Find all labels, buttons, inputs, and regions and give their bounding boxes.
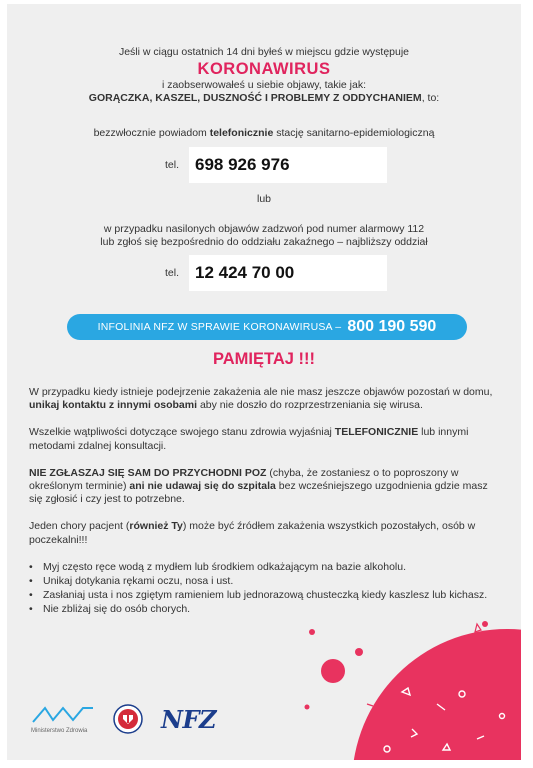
symptoms-list: GORĄCZKA, KASZEL, DUSZNOŚĆ I PROBLEMY Z ODDYCHANIEM <box>88 92 422 104</box>
p3-text: (chyba, że zostaniesz o to poproszony w określonym terminie) <box>29 466 459 493</box>
notify-instruction <box>7 127 521 139</box>
guidance-body <box>29 386 499 618</box>
paragraph-waiting-room <box>29 520 499 546</box>
or-text: lub <box>256 193 271 205</box>
phone-row-sanepid <box>165 147 387 183</box>
list-item: • Nie zbliżaj się do osób chorych. <box>29 603 499 616</box>
remember-heading: PAMIĘTAJ !!! <box>212 350 316 368</box>
p4-text-end: ) może być źródłem zakażenia wszystkich pozostałych, osób w poczekalni!!! <box>29 520 476 546</box>
severe-symptoms-block <box>7 223 521 249</box>
p2-bold: TELEFONICZNIE <box>334 426 419 439</box>
severe-line-2: lub zgłoś się bezpośrednio do oddziału zakaźnego – najbliższy oddział <box>100 236 428 248</box>
paragraph-phone-consult <box>29 426 499 452</box>
p3-bold-2: ani nie udawaj się do szpitala <box>129 480 276 493</box>
notify-text-bold: telefonicznie <box>209 127 274 139</box>
poster <box>7 4 521 760</box>
p3-text-end: bez wcześniejszego uzgodnienia gdzie masz się zgłosić i czy jest to potrzebne. <box>29 480 488 506</box>
ministry-caption: Ministerstwo Zdrowia <box>31 728 88 734</box>
notify-text-post: stację sanitarno-epidemiologiczną <box>273 127 435 139</box>
phone-number-hospital[interactable]: 12 424 70 00 <box>189 255 387 291</box>
hotline-label: INFOLINIA NFZ W SPRAWIE KORONAWIRUSA – <box>97 321 342 333</box>
phone-label: tel. <box>165 159 180 171</box>
p2-text-end: lub innymi metodami zdalnej konsultacji. <box>29 426 469 452</box>
list-item: • Zasłaniaj usta i nos zgiętym ramieniem lub jednorazową chusteczką kiedy kaszlesz lub kichasz. <box>29 589 499 602</box>
p1-bold: unikaj kontaktu z innymi osobami <box>29 399 198 412</box>
p2-text: Wszelkie wątpliwości dotyczące swojego stanu zdrowia wyjaśniaj <box>29 426 335 439</box>
p1-text: W przypadku kiedy istnieje podejrzenie zakażenia ale nie masz jeszcze objawów pozostań w domu, <box>29 386 493 398</box>
p4-bold: również Ty <box>129 520 183 533</box>
hotline-number: 800 190 590 <box>347 318 437 335</box>
virus-decoration <box>7 4 521 760</box>
intro-line-1: Jeśli w ciągu ostatnich 14 dni byłeś w miejscu gdzie występuje <box>118 46 410 58</box>
logos-footer <box>31 704 216 734</box>
phone-number-sanepid[interactable]: 698 926 976 <box>189 147 387 183</box>
p4-text: Jeden chory pacjent ( <box>29 520 130 533</box>
hygiene-tips-list <box>29 561 499 617</box>
notify-text-pre: bezzwłocznie powiadom <box>93 127 210 139</box>
intro-block <box>7 46 521 105</box>
phone-row-hospital <box>165 255 387 291</box>
ministry-mark-icon <box>31 704 95 726</box>
keyword-coronavirus: KORONAWIRUS <box>197 60 331 78</box>
paragraph-no-clinic <box>29 467 499 507</box>
sanepid-emblem-icon <box>113 704 143 734</box>
phone-label: tel. <box>165 267 180 279</box>
nfz-logo: NFZ <box>161 704 216 734</box>
symptoms-suffix: , to: <box>421 92 440 104</box>
nfz-hotline-banner[interactable] <box>67 314 467 340</box>
p3-bold: NIE ZGŁASZAJ SIĘ SAM DO PRZYCHODNI POZ <box>29 466 267 479</box>
intro-line-2: i zaobserwowałeś u siebie objawy, takie jak: <box>161 79 367 91</box>
list-item: • Myj często ręce wodą z mydłem lub środkiem odkażającym na bazie alkoholu. <box>29 561 499 574</box>
paragraph-stay-home <box>29 386 499 412</box>
list-item: • Unikaj dotykania rękami oczu, nosa i ust. <box>29 575 499 588</box>
symptoms-line <box>7 92 521 105</box>
p1-text-end: aby nie doszło do rozprzestrzeniania się wirusa. <box>197 399 423 412</box>
severe-line-1: w przypadku nasilonych objawów zadzwoń pod numer alarmowy 112 <box>103 223 425 235</box>
ministry-logo <box>31 704 95 734</box>
